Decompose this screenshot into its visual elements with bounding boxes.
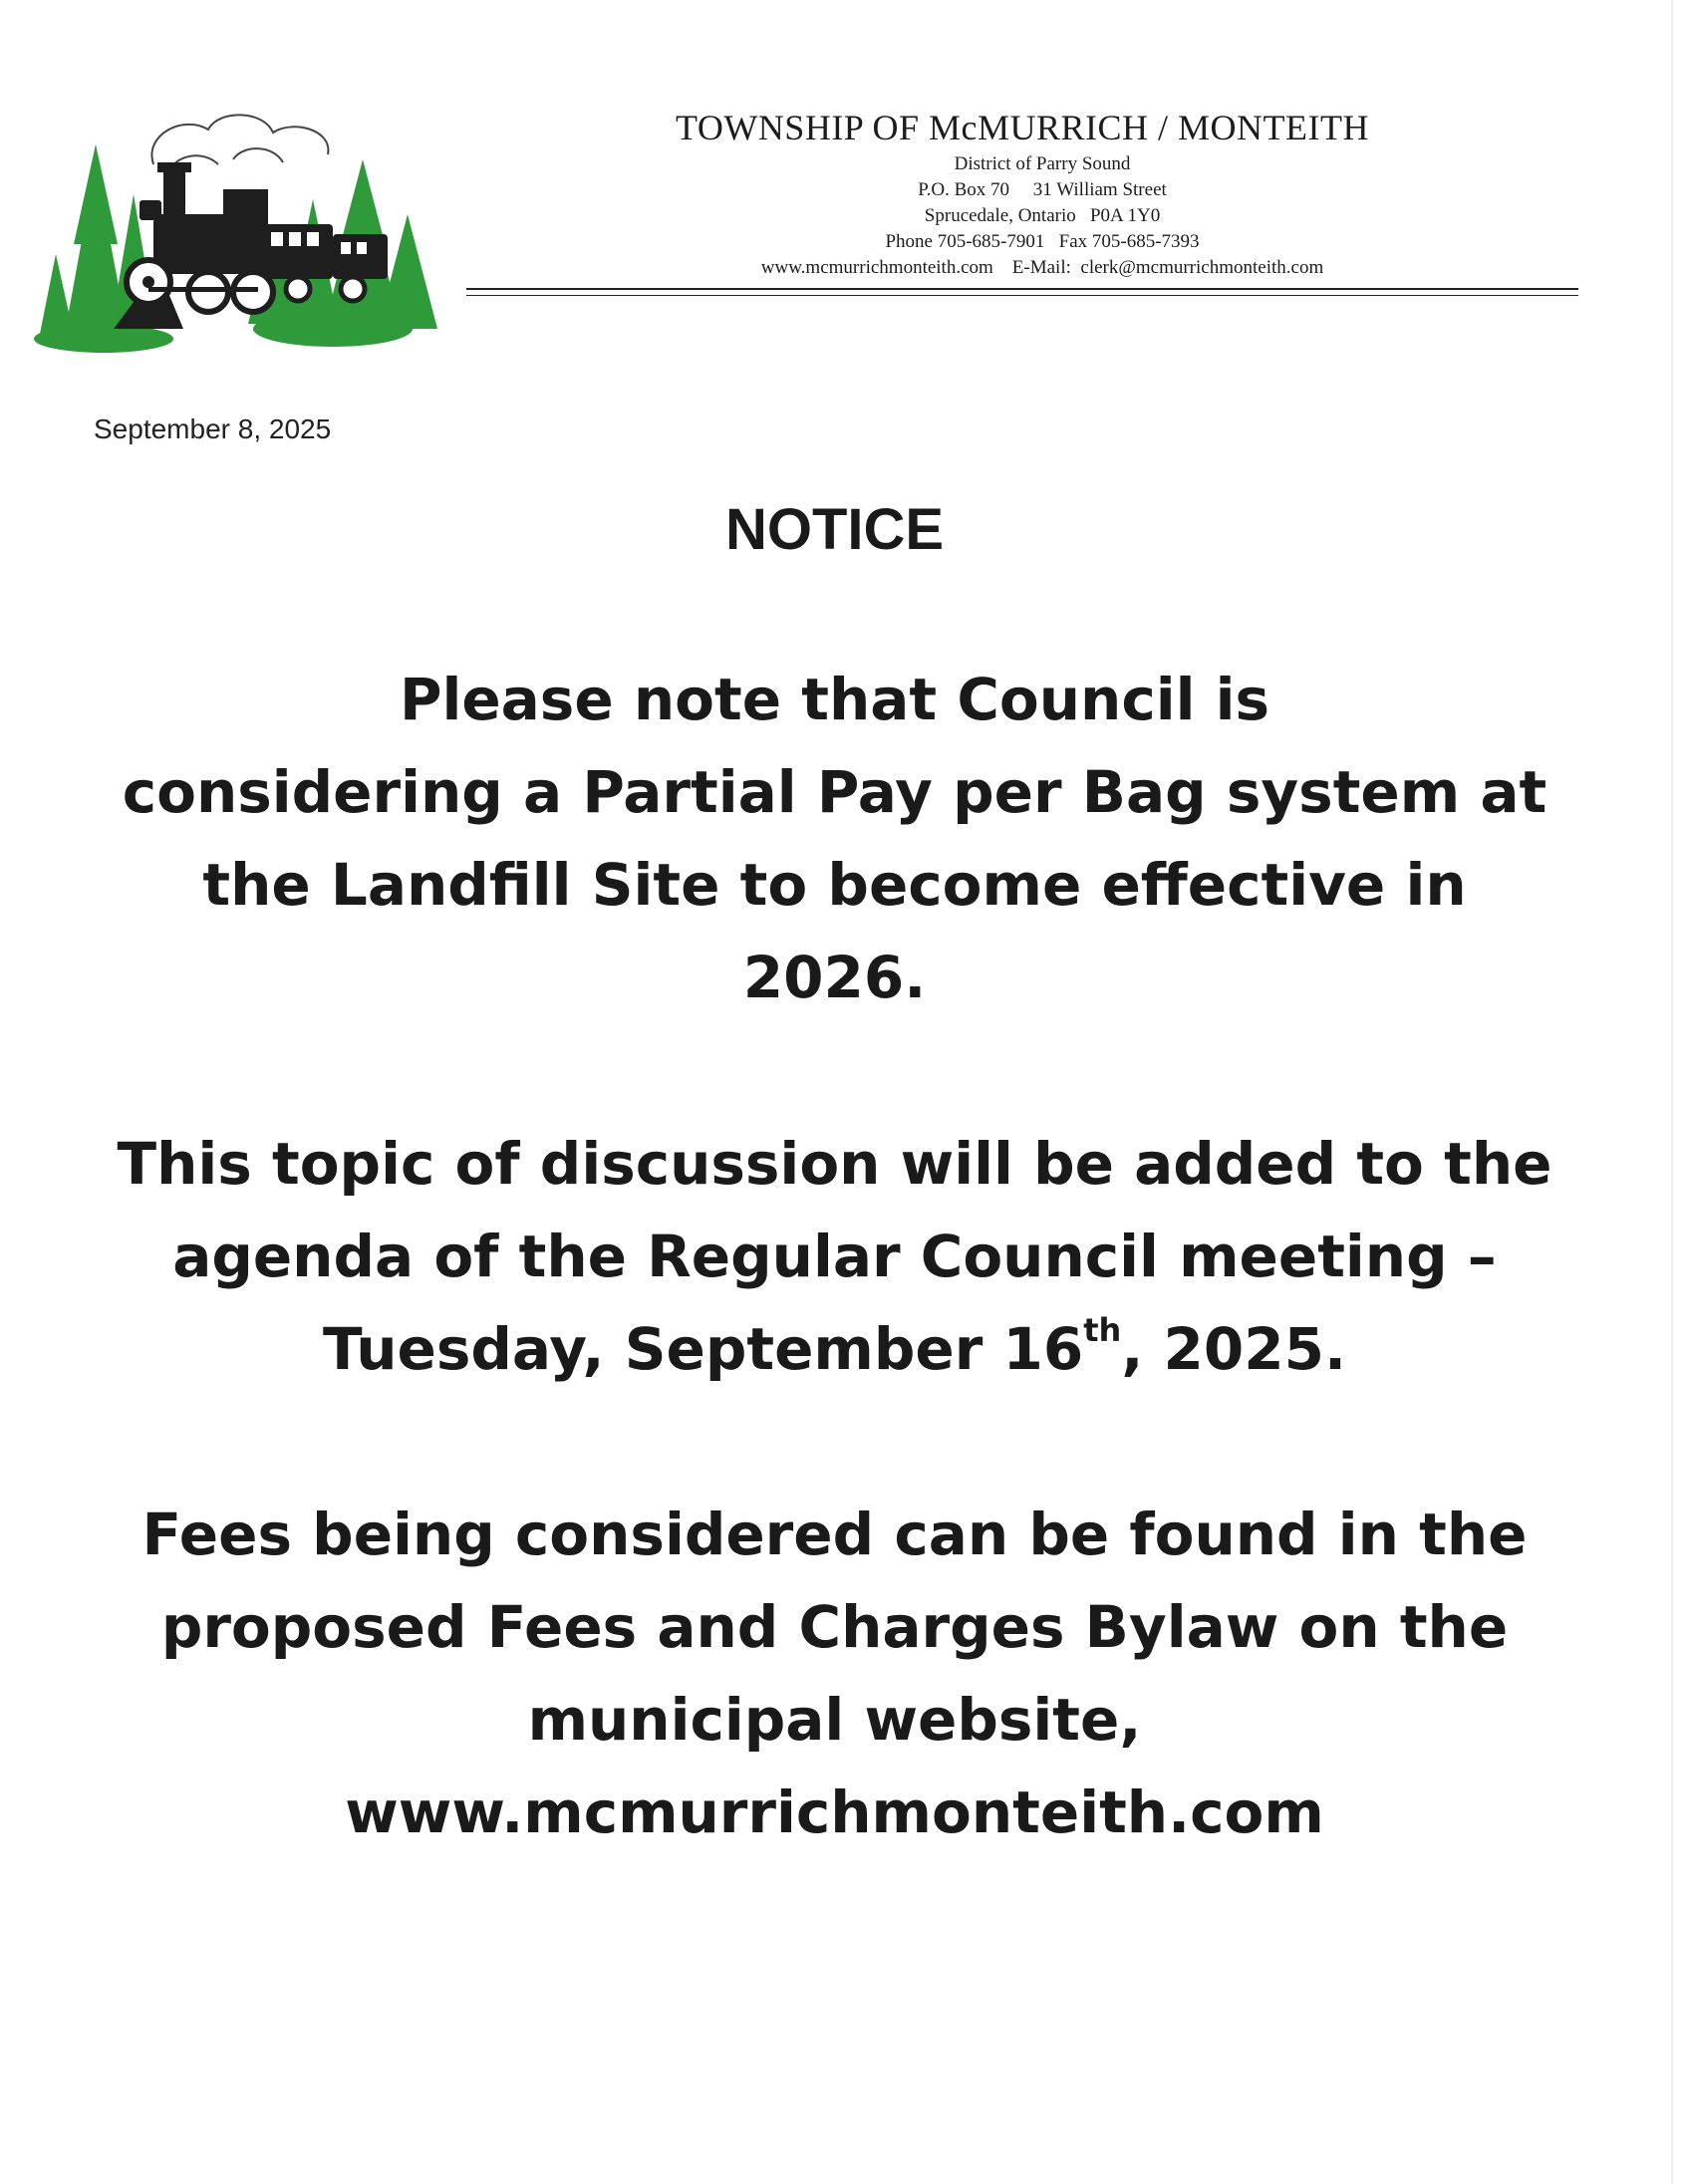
township-name: TOWNSHIP OF McMURRICH / MONTEITH xyxy=(675,108,1369,147)
paragraph-line: proposed Fees and Charges Bylaw on the xyxy=(160,1593,1509,1661)
paragraph-line: 2026. xyxy=(742,944,927,1011)
letterhead-rule xyxy=(466,288,1578,296)
paragraph-line: municipal website, xyxy=(527,1686,1142,1754)
notice-date: September 8, 2025 xyxy=(94,413,332,444)
paragraph-fees xyxy=(60,1489,1609,1859)
paragraph-line: agenda of the Regular Council meeting – xyxy=(172,1223,1497,1290)
paragraph-line: This topic of discussion will be added to the xyxy=(117,1130,1552,1198)
township-logo xyxy=(34,105,442,354)
page-edge xyxy=(1671,0,1673,2184)
paragraph-line: the Landfill Site to become effective in xyxy=(202,851,1467,919)
letterhead xyxy=(466,104,1578,281)
phone-fax-line: Phone 705-685-7901 Fax 705-685-7393 xyxy=(885,231,1200,252)
paragraph-line: Fees being considered can be found in the xyxy=(141,1501,1528,1568)
meeting-date-line xyxy=(60,1303,1609,1396)
meeting-date-text: Tuesday, September 16 xyxy=(323,1315,1084,1383)
paragraph-council-meeting xyxy=(60,1118,1609,1396)
paragraph-line: Please note that Council is xyxy=(399,666,1270,733)
address-line: P.O. Box 70 31 William Street xyxy=(918,179,1167,200)
meeting-year-text: , 2025. xyxy=(1121,1315,1346,1383)
city-line: Sprucedale, Ontario P0A 1Y0 xyxy=(924,205,1161,226)
paragraph-line: considering a Partial Pay per Bag system at xyxy=(122,758,1547,826)
web-email-line: www.mcmurrichmonteith.com E-Mail: clerk@mcmurrichmonteith.com xyxy=(760,257,1324,278)
paragraph-pay-per-bag xyxy=(60,654,1609,1024)
notice-title: NOTICE xyxy=(724,497,945,562)
district-line: District of Parry Sound xyxy=(954,153,1131,174)
website-url: www.mcmurrichmonteith.com xyxy=(345,1778,1324,1846)
ordinal-suffix: th xyxy=(1083,1311,1122,1349)
